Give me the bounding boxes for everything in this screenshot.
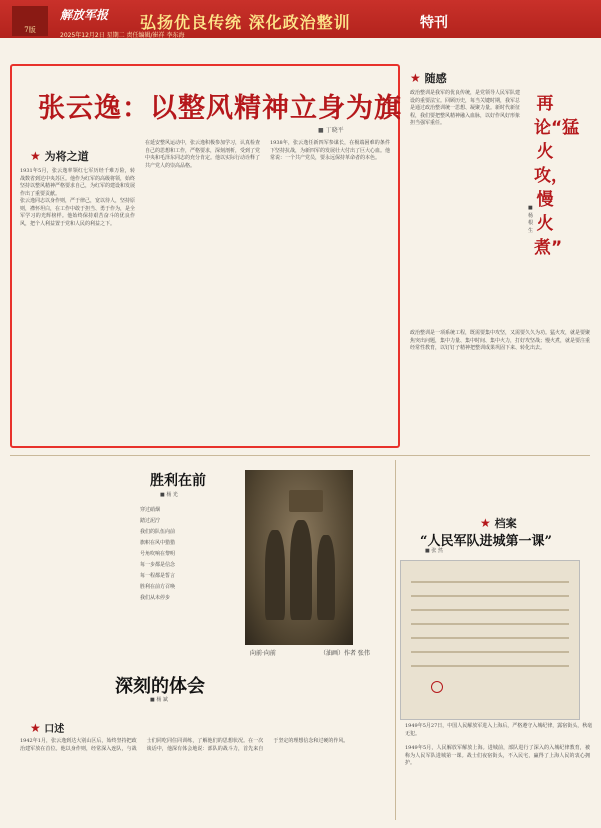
page-number: 7版: [24, 26, 36, 34]
lead-paragraph: 1931年5月，张云逸率领红七军历经千难万险，转战数省到达中央苏区。他作为红军的高级将领，始终坚持以整风精神严格要求自己，为红军的建设和发展作出了重要贡献。: [20, 168, 136, 197]
sculpture-photo: [245, 470, 353, 645]
poem-line: 我们的队伍向前: [140, 529, 176, 535]
essay-section-title: ★ 随感: [410, 71, 447, 85]
lead-column-1: [20, 168, 135, 378]
doc-line: [411, 623, 569, 625]
column-byline: ■ 杨根生: [528, 205, 534, 234]
star-icon: ★: [480, 516, 491, 530]
logo-emblem: [12, 6, 48, 36]
archive-byline: ■ 张 然: [425, 548, 443, 554]
bottom-title: 深刻的体会: [115, 676, 205, 697]
figure-shape: [290, 520, 312, 620]
lead-paragraph: 张云逸同志以身作则，严于律己，宽以待人，坚持原则，襟怀坦白，在工作中敢于担当、勇于作为，是全军学习的光辉榜样。他始终保持艰苦奋斗的优良作风，把个人利益置于党和人民的利益之下。: [20, 198, 136, 227]
poem-line: 穿过硝烟: [140, 507, 161, 513]
lead-column-3: [270, 140, 390, 440]
dateline: 2025年12月2日 星期二 责任编辑/崔祥 李东海: [60, 32, 185, 39]
poem-author: ■ 杨 光: [160, 492, 178, 498]
doc-line: [411, 581, 569, 583]
lead-paragraph: 1938年，张云逸任新四军参谋长，在极端困难的条件下坚持抗战，为新四军的发展壮大付出了巨大心血。他常说：一个共产党员，要永远保持革命者的本色。: [270, 140, 391, 161]
bottom-text: 1942年1月，张云逸到达大别山区后，始终坚持把政治建军放在首位。他以身作则，经常深入连队，与战士们同吃同住同训练，了解他们的思想状况。在一次谈话中，他深有体会地说：部队的战斗力，首先来自于坚定的理想信念和过硬的作风。: [20, 738, 349, 752]
poem-line: 胜利在前方召唤: [140, 584, 176, 590]
divider: [10, 455, 590, 456]
archive-section-title: ★ 档案: [480, 516, 517, 530]
seal-stamp-icon: [431, 681, 443, 693]
archive-text: 1949年5月，人民解放军解放上海。进城前，部队进行了深入的入城纪律教育，被称为人民军队进城第一课。战士们夜宿街头，不入民宅，赢得了上海人民的衷心拥护。: [405, 745, 590, 766]
lead-section-title: ★ 为将之道: [30, 149, 89, 163]
poem-title: 胜利在前: [150, 473, 206, 489]
lead-headline: 张云逸：以整风精神立身为旗: [38, 93, 402, 124]
star-icon: ★: [30, 149, 41, 163]
archive-doc-caption: 1949年5月27日，中国人民解放军进入上海后，严格遵守入城纪律，露宿街头，秋毫无犯。: [405, 723, 593, 737]
paper-name: 解放军报: [60, 8, 109, 22]
poem-line: 每一程都是誓言: [140, 573, 176, 579]
poem-lines: [140, 505, 175, 604]
poem-line: 踏过泥泞: [140, 518, 161, 524]
doc-line: [411, 651, 569, 653]
special-slogan: 弘扬优良传统 深化政治整训: [140, 13, 351, 32]
doc-line: [411, 609, 569, 611]
poem-line: 每一步都是信念: [140, 562, 176, 568]
photo-credit: （油画）作者 张伟: [320, 650, 370, 657]
doc-line: [411, 595, 569, 597]
column-title: 再论“猛火攻，慢火煮”: [534, 94, 580, 258]
figure-shape: [265, 530, 285, 620]
doc-line: [411, 665, 569, 667]
figure-shape: [317, 535, 335, 620]
archive-document-image: [400, 560, 580, 720]
bottom-byline: ■ 杨 斌: [150, 697, 168, 703]
poem-line: 旗帜在风中猎猎: [140, 540, 176, 546]
flag-shape: [289, 490, 323, 512]
star-icon: ★: [410, 71, 421, 85]
lead-byline: ■ 丁晓平: [318, 127, 344, 134]
divider: [395, 460, 396, 820]
lead-column-2: [145, 140, 260, 440]
lead-paragraph: 在延安整风运动中，张云逸积极参加学习，认真检查自己的思想和工作，严格要求，深刻剖析，受到了党中央和毛泽东同志的充分肯定。他以实际行动诠释了共产党人的崇高品格。: [145, 140, 261, 169]
star-icon: ★: [30, 721, 41, 735]
poem-line: 我们从未停步: [140, 595, 171, 601]
special-badge: 特刊: [420, 15, 448, 31]
bottom-section-title: ★ 口述: [30, 721, 65, 735]
archive-title: “人民军队进城第一课”: [420, 534, 552, 549]
doc-line: [411, 637, 569, 639]
poem-line: 号角吹响在黎明: [140, 551, 176, 557]
essay-text: 政治整训是我军的优良传统，是党领导人民军队建设的重要法宝。回顾历史，每当关键时期，我军总是通过政治整训统一思想、凝聚力量。新时代新征程，我们要把整风精神融入血脉，以好作风好形象担当强军重任。: [410, 90, 521, 126]
column-text: 政治整训是一项系统工程，既需要集中攻坚，又需要久久为功。猛火攻，就是要聚焦突出问题，集中力量、集中时间、集中火力，打好攻坚战；慢火煮，就是要注重经常性教育，以钉钉子精神把整训成果巩固下来、转化出去。: [410, 330, 591, 351]
photo-title: 向前·向前: [250, 650, 276, 657]
